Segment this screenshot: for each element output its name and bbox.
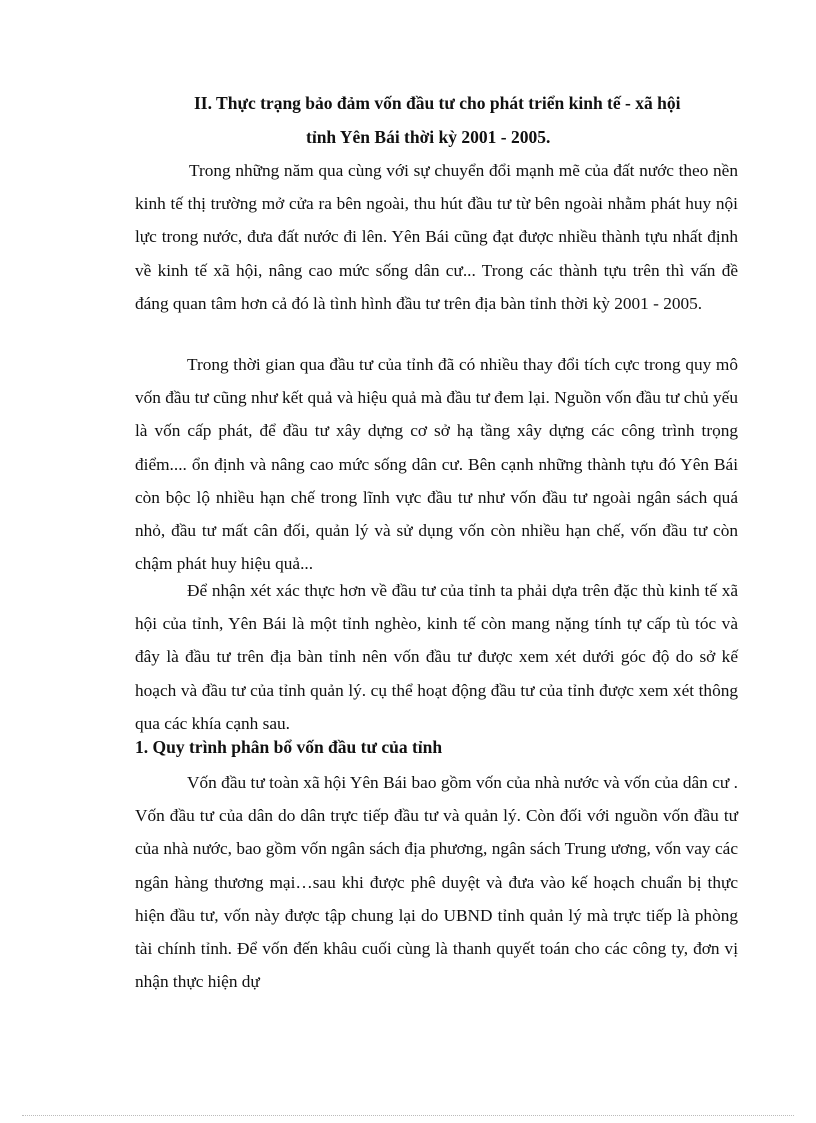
paragraph-assessment: Để nhận xét xác thực hơn về đầu tư của tỉnh ta phải dựa trên đặc thù kinh tế xã hội của tỉnh, Yên Bái là một tỉnh nghèo, kinh tế còn mang nặng tính tự cấp tù tóc và đây là đầu tư trên địa bàn tỉnh nên vốn đầu tư được xem xét dưới góc độ do sở kế hoạch và đầu tư của tỉnh quản lý. cụ thể hoạt động đầu tư của tỉnh được xem xét thông qua các khía cạnh sau. xyxy=(135,581,738,733)
document-title-line-1: II. Thực trạng bảo đảm vốn đầu tư cho phát triển kinh tế - xã hội xyxy=(194,93,681,113)
paragraph-capital-allocation: Vốn đầu tư toàn xã hội Yên Bái bao gồm vốn của nhà nước và vốn của dân cư . Vốn đầu tư của dân do dân trực tiếp đầu tư và quản lý. Còn đối với nguồn vốn đầu tư của nhà nước, bao gồm vốn ngân sách địa phương, ngân sách Trung ương, vốn vay các ngân hàng thương mại…sau khi được phê duyệt và đưa vào kế hoạch chuẩn bị thực hiện đầu tư, vốn này được tập chung lại do UBND tỉnh quản lý mà trực tiếp là phòng tài chính tỉnh. Để vốn đến khâu cuối cùng là thanh quyết toán cho các công ty, đơn vị nhận thực hiện dự xyxy=(135,773,738,992)
section-heading-1: 1. Quy trình phân bổ vốn đầu tư của tỉnh xyxy=(135,737,443,757)
paragraph-investment-changes: Trong thời gian qua đầu tư của tỉnh đã có nhiều thay đổi tích cực trong quy mô vốn đầu tư cũng như kết quả và hiệu quả mà đầu tư đem lại. Nguồn vốn đầu tư chủ yếu là vốn cấp phát, để đầu tư xây dựng cơ sở hạ tầng xây dựng các công trình trọng điểm.... ổn định và nâng cao mức sống dân cư. Bên cạnh những thành tựu đó Yên Bái còn bộc lộ nhiều hạn chế trong lĩnh vực đầu tư như vốn đầu tư ngoài ngân sách quá nhỏ, đầu tư mất cân đối, quản lý và sử dụng vốn còn nhiều hạn chế, vốn đầu tư còn chậm phát huy hiệu quả... xyxy=(135,355,738,574)
paragraph-intro: Trong những năm qua cùng với sự chuyển đổi mạnh mẽ của đất nước theo nền kinh tế thị trường mở cửa ra bên ngoài, thu hút đầu tư từ bên ngoài nhằm phát huy nội lực trong nước, đưa đất nước đi lên. Yên Bái cũng đạt được nhiều thành tựu nhất định về kinh tế xã hội, nâng cao mức sống dân cư... Trong các thành tựu trên thì vấn đề đáng quan tâm hơn cả đó là tình hình đầu tư trên địa bàn tỉnh thời kỳ 2001 - 2005. xyxy=(135,161,738,313)
page-bottom-border xyxy=(22,1115,794,1116)
document-title-line-2: tỉnh Yên Bái thời kỳ 2001 - 2005. xyxy=(306,127,551,147)
